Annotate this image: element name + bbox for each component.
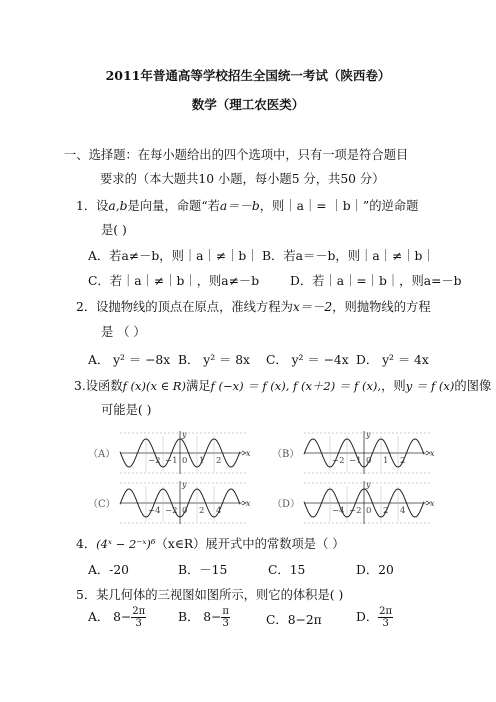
q5-option-d xyxy=(356,606,393,629)
y-axis-label: y xyxy=(366,430,371,439)
q2-option-a: A． y² ＝ −8x xyxy=(88,353,171,367)
q5-b-denominator: 3 xyxy=(222,618,229,629)
q2-option-b: B． y² ＝ 8x xyxy=(178,353,250,367)
tick-label: 2 xyxy=(216,456,222,466)
graph-label: （B） xyxy=(272,449,300,460)
q4-text: （x∈R）展开式中的常数项是（ ） xyxy=(155,537,345,551)
q3-text-g: 的图像 xyxy=(454,379,492,393)
q3-stem-line2: 可能是( ) xyxy=(101,403,152,417)
q2-text-c: ，则抛物线的方程 xyxy=(332,300,431,314)
tick-label: −2 xyxy=(349,506,362,516)
q1-text-a: 1．设 xyxy=(76,199,109,213)
section-heading-line2: 要求的（本大题共10 小题，每小题5 分，共50 分） xyxy=(100,172,385,186)
q1-stem-line2: 是( ) xyxy=(101,223,127,237)
tick-label: −2 xyxy=(165,506,178,516)
q2-stem-line1 xyxy=(76,297,431,315)
exam-title: 2011年普通高等学校招生全国统一考试（陕西卷） xyxy=(105,68,391,83)
q3-graph-b xyxy=(272,428,437,476)
tick-label: −1 xyxy=(349,456,362,466)
tick-label: −2 xyxy=(332,456,345,466)
q2-option-d: D． y² ＝ 4x xyxy=(356,353,429,367)
x-axis-label: x xyxy=(430,449,435,458)
q3-graph-c xyxy=(88,478,253,526)
q3-text-d: f (−x) ＝ f (x), f (x＋2) ＝ f (x), xyxy=(210,379,382,393)
q3-graph-a xyxy=(88,428,253,476)
q1-option-c: C．若｜a｜≠｜b｜，则a≠－b xyxy=(88,274,260,288)
q4-option-d: D．20 xyxy=(356,563,394,577)
q5-a-prefix: A． 8− xyxy=(88,610,132,624)
x-axis-label: x xyxy=(430,499,435,508)
q5-d-prefix: D． xyxy=(356,610,379,624)
q5-b-prefix: B． 8− xyxy=(178,610,222,624)
tick-label: 4 xyxy=(400,506,406,516)
tick-label: 0 xyxy=(366,456,372,466)
q1-option-b: B．若a＝－b，则｜a｜≠｜b｜ xyxy=(262,249,435,263)
q5-a-denominator: 3 xyxy=(135,618,142,629)
q1-text-e: ，则｜a｜= ｜b｜”的逆命题 xyxy=(259,199,419,213)
tick-label: 2 xyxy=(199,506,205,516)
q4-option-b: B．－15 xyxy=(178,563,228,577)
q2-option-c: C． y² ＝ −4x xyxy=(266,353,349,367)
tick-label: 2 xyxy=(400,456,406,466)
tick-label: −4 xyxy=(148,506,161,516)
tick-label: 0 xyxy=(182,456,188,466)
tick-label: 2 xyxy=(383,506,389,516)
tick-label: 1 xyxy=(383,456,389,466)
y-axis-label: y xyxy=(182,430,187,439)
tick-label: −4 xyxy=(332,506,345,516)
tick-label: 1 xyxy=(199,456,205,466)
x-axis-label: x xyxy=(246,449,251,458)
graph-label: （D） xyxy=(272,499,301,510)
q5-option-c: C．8−2π xyxy=(266,613,322,627)
graph-label: （A） xyxy=(88,449,116,460)
q3-text-a: 3.设函数 xyxy=(74,379,123,393)
q1-text-b: a,b xyxy=(108,199,128,213)
x-axis-label: x xyxy=(246,499,251,508)
q4-option-a: A．-20 xyxy=(88,563,129,577)
q2-text-b: x＝－2 xyxy=(292,300,333,314)
y-axis-label: y xyxy=(366,480,371,489)
tick-label: 0 xyxy=(366,506,372,516)
q5-d-numerator: 2π xyxy=(379,606,393,617)
q2-text-a: 2．设抛物线的顶点在原点，准线方程为 xyxy=(76,300,293,314)
tick-label: −2 xyxy=(148,456,161,466)
q5-option-a xyxy=(88,606,146,629)
q4-stem xyxy=(76,534,345,552)
q5-stem: 5．某几何体的三视图如图所示，则它的体积是( ) xyxy=(76,588,344,602)
tick-label: 0 xyxy=(182,506,188,516)
q5-a-numerator: 2π xyxy=(132,606,146,617)
q1-option-a: A．若a≠－b，则｜a｜≠｜b｜ xyxy=(88,249,259,263)
q1-stem-line1 xyxy=(76,196,418,214)
q1-text-d: a＝－b xyxy=(219,199,260,213)
q5-b-numerator: π xyxy=(222,606,229,617)
q3-text-c: 满足 xyxy=(185,379,211,393)
q3-text-e: ，则 xyxy=(381,379,406,393)
tick-label: 4 xyxy=(216,506,222,516)
q5-d-denominator: 3 xyxy=(382,618,389,629)
q3-stem-line1 xyxy=(74,376,491,394)
q1-text-c: 是向量，命题“若 xyxy=(127,199,220,213)
q1-option-d: D．若｜a｜=｜b｜，则a=－b xyxy=(290,274,462,288)
q3-text-f: y ＝ f (x) xyxy=(405,379,455,393)
y-axis-label: y xyxy=(182,480,187,489)
q4-option-c: C．15 xyxy=(268,563,306,577)
q4-prefix: 4． xyxy=(76,537,97,551)
q3-text-b: f (x)(x ∈ R) xyxy=(122,379,186,393)
section-heading-line1: 一、选择题：在每小题给出的四个选项中，只有一项是符合题目 xyxy=(64,148,409,162)
q4-expression: (4ˣ − 2⁻ˣ)⁶ xyxy=(96,537,156,551)
graph-label: （C） xyxy=(88,499,116,510)
q3-graph-d xyxy=(272,478,437,526)
tick-label: −1 xyxy=(165,456,178,466)
q5-option-b xyxy=(178,606,230,629)
q2-stem-line2: 是 （ ） xyxy=(101,325,146,339)
exam-subtitle: 数学（理工农医类） xyxy=(191,97,305,112)
